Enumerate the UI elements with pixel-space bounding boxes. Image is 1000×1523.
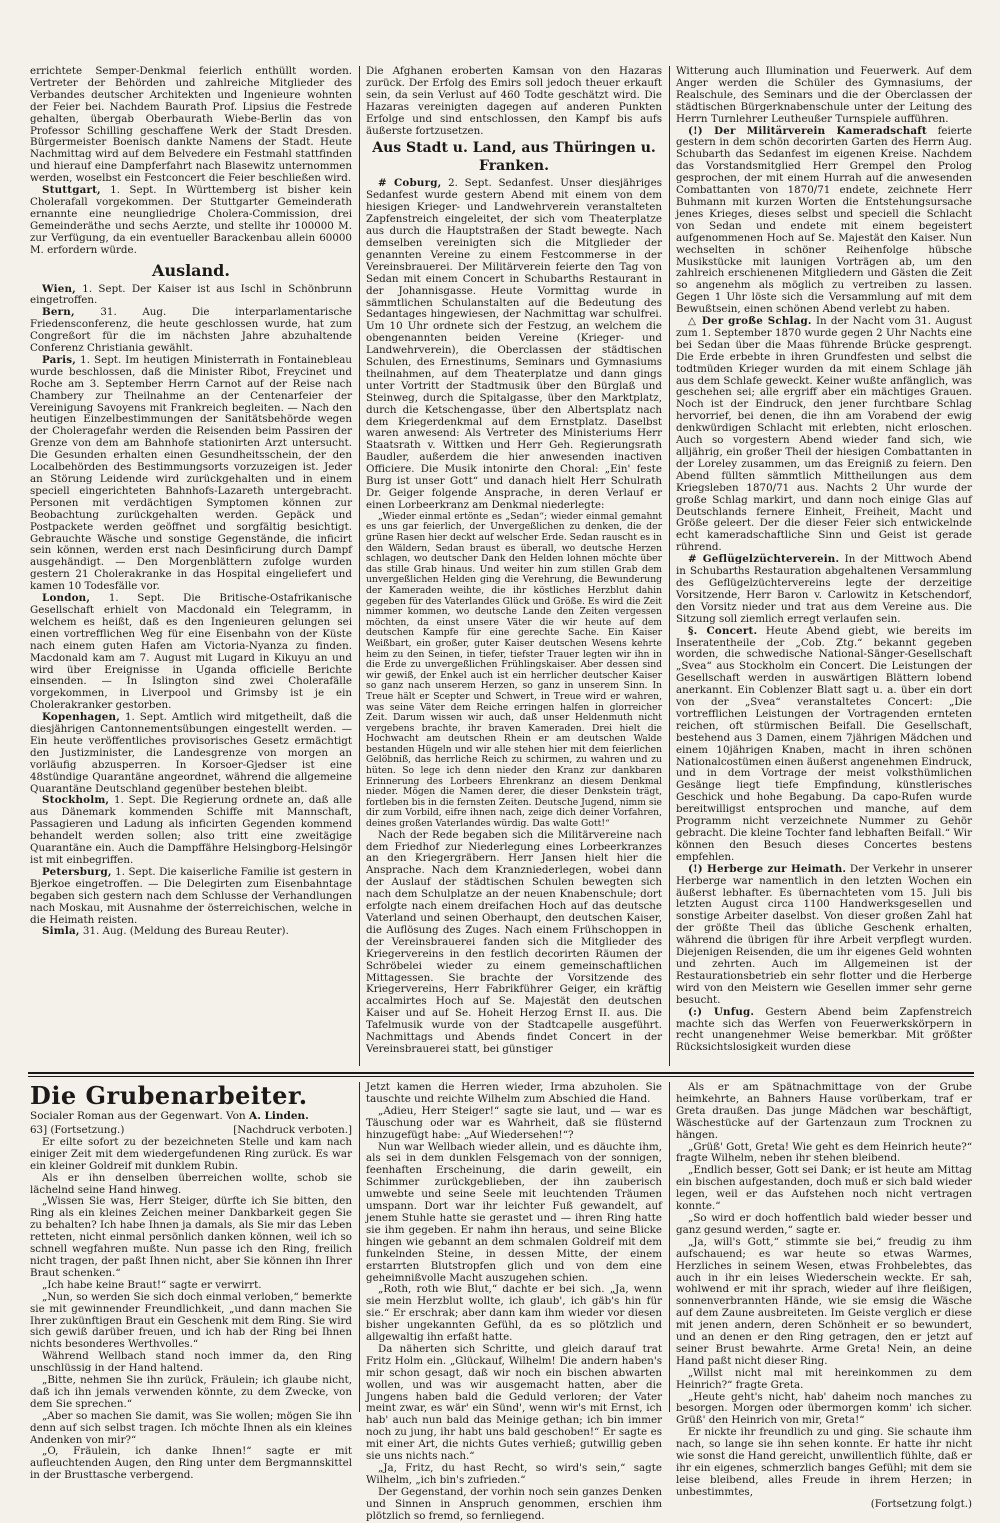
paragraph: „Wissen Sie was, Herr Steiger, dürfte ich Sie bitten, den Ring als ein kleines Zeichen meiner Dankbarkeit gegen Sie zu behalten? Ich habe Ihnen ja damals, als Sie mir das Leben retteten, nicht einmal persönlich danken können, weil ich so schnell wegfahren mußte. Nun passe ich den Ring, freilich nicht tragen, der paßt Ihnen nicht, aber Sie können ihn Ihrer Braut schenken.“ — [30, 1195, 352, 1279]
to-be-continued: (Fortsetzung folgt.) — [870, 1497, 972, 1510]
column-middle — [366, 66, 662, 1068]
news-text: 1. Sept. In Württemberg ist bisher kein Cholerafall vorgekommen. Der Stuttgarter Gemeinderath ernannte eine neungliedrige Cholera-Commission, drei Gemeinderäthe und sechs Aerzte, und stellte ihr 100000 M. zur Verfügung, da ein eventueller Barackenbau allein 60000 M. erfordern würde. — [30, 184, 353, 256]
news-text: Der Verkehr in unserer Herberge war namentlich in den letzten Wochen ein äußerst lebhafter. Es übernachteten vom 15. Juli bis letzten August circa 1100 Handwerksgesellen und sonstige Arbeiter daselbst. Von dieser großen Zahl hat der größte Theil das übliche Geschenk erhalten, während die übrigen für ihre Arbeit verpflegt wurden. Diejenigen Reisenden, die um ihr eigenes Geld wohnten und zehrten. Auch im Allgemeinen ist der Restaurationsbetrieb ein sehr flotter und die Herberge wird von den Meistern wie Gesellen immer sehr gerne besucht. — [676, 862, 972, 1006]
news-text: 31. Aug. Die interparlamentarische Friedensconferenz, die heute geschlossen wurde, hat zum Congreßort für die im nächsten Jahre abzuhaltende Conferenz Christiania gewählt. — [30, 306, 352, 355]
column-right — [676, 66, 972, 1068]
serial-subtitle — [30, 1110, 360, 1122]
news-text: feierte gestern in dem schön decorirten Garten des Herrn Aug. Schubarth das Sedanfest im eigenen Kreise. Nachdem das Vorstandsmitglied Herr Grempel den Prolog gesprochen, der mit einem Hurrah auf die anwesenden Combattanten von 1870/71 endete, zeichnete Herr Buhmann mit kurzen Worten die Entstehungsursache jenes Krieges, dieses selbst und speciell die Schlacht von Sedan und endete mit einem begeistert aufgenommenen Hoch auf Se. Majestät den Kaiser. Nun wechselten in schöner Reihenfolge hübsche Musikstücke mit launigen Vorträgen ab, um den zahlreich erschienenen Mitgliedern und Gästen die Zeit so angenehm als möglich zu vertreiben zu lassen. Gegen 1 Uhr löste sich die Versammlung auf mit dem Bewußtsein, einen schönen Abend verlebt zu haben. — [676, 124, 973, 316]
news-item — [30, 712, 352, 795]
paragraph: „O, Fräulein, ich danke Ihnen!“ sagte er mit aufleuchtenden Augen, den Ring unter dem Bergmannskittel in der Brusttasche verbergend. — [30, 1445, 352, 1482]
dateline: Wien, — [42, 282, 76, 295]
paragraph: „Willst nicht mal mit hereinkommen zu dem Heinrich?“ fragte Greta. — [676, 1366, 972, 1391]
paragraph: Er eilte sofort zu der bezeichneten Stelle und kam nach einiger Zeit mit dem wiedergefundenen Ring zurück. Es war ein kleiner Goldreif mit dunklem Rubin. — [30, 1135, 352, 1172]
news-text: Gestern Abend beim Zapfenstreich machte sich das Werfen von Feuerwerkskörpern in recht unangenehmer Weise bemerkbar. Mit größter Rücksichtslosigkeit wurden diese — [676, 1005, 972, 1054]
news-item — [676, 554, 972, 625]
paragraph: „Ich habe keine Braut!“ sagte er verwirrt. — [42, 1278, 262, 1291]
news-item — [30, 284, 352, 308]
paragraph: „Endlich besser, Gott sei Dank; er ist heute am Mittag ein bischen aufgestanden, doch muß er sich bald wieder legen, weil er das Aufstehen noch nicht vertragen konnte.“ — [676, 1164, 972, 1213]
dateline: Simla, — [42, 925, 80, 938]
dateline: Petersburg, — [42, 865, 112, 878]
news-item — [30, 926, 352, 938]
news-item — [676, 316, 972, 554]
serial-title: Die Grubenarbeiter. — [30, 1081, 308, 1110]
section-heading-ausland: Ausland. — [152, 260, 230, 280]
dateline: Stockholm, — [42, 794, 110, 807]
news-text: 1. Sept. Die kaiserliche Familie ist gestern in Bjerkoe eingetroffen. — Die Delegirten zum Eisenbahntage begaben sich gestern nach dem Schlusse der Verhandlungen nach Moskau, mit Ausnahme der österreichischen, welche in die Heimath reisten. — [30, 865, 352, 926]
dateline: Kopenhagen, — [42, 711, 121, 724]
speech-quote: „Wieder einmal ertönte es „Sedan“; wieder einmal gemahnt es uns gar feierlich, der Unvergeßlichen zu denken, die der grüne Rasen hier deckt auf welscher Erde. Sedan rauscht es in den Wäldern, Sedan braust es überall, wo deutsche Herzen schlagen, wo deutscher Dank den Helden lohnen möchte über das stille Grab hinaus. Und weiter hin zum stillen Grab dem unvergeßlichen Helden ging die Verehrung, die Bewunderung der Kameraden weihte, die ihr köstliches Herzblut dahin gegeben für des Vaterlandes Glück und Größe. Es wird die Zeit nimmer kommen, wo deutsche Lande den Zeiten vergessen möchten, da einst unsere Väter die wir heute auf dem deutschen Kampfe für eine gerechte Sache. Ein Kaiser Weißbart, ein großer, guter Kaiser deutschen Wesens kehrte heim zu den Seinen, in tiefer, tiefster Trauer legten wir ihn in die Erde zu unvergeßlichen Frühlingskaiser. Aber dessen sind wir gewiß, der Enkel auch ist ein herrlicher deutscher Kaiser so ganz nach unserem Herzen, so ganz in unserem Sinn. In Treue hält er Scepter und Schwert, in Treue wird er wahren, was seine Väter dem Reiche erringen halfen in glorreicher Zeit. Darum wissen wir auch, daß unser Heldenmuth nicht vergebens brachte, ihr braven Kameraden. Drei hielt die Hochwacht am deutschen Rhein er am deutschen Walde bestanden Hügeln und wir alle stehen hier mit dem feierlichen Gelöbniß, das herrliche Reich zu schirmen, zu wahren und zu hüten. So lege ich denn nieder den Kranz zur dankbaren Erinnerung des Lorbeers Ehrenkranz an diesem Denkmal nieder. Mögen die Namen derer, die dieser Denkstein trägt, fortleben bis in die fernsten Zeiten. Deutsche Jugend, nimm sie dir zum Vorbild, eifre ihnen nach, zeige dich deiner Vorfahren, deines großen Vaterlandes würdig. Das walte Gott!“ — [366, 510, 662, 830]
news-text: In der Mittwoch Abend in Schubarths Restauration abgehaltenen Versammlung des Geflügelzüchtervereins legte der derzeitige Vorsitzende, Herr Baron v. Carlowitz in Ketschendorf, den Vorsitz nieder und trat aus dem Vereine aus. Die Sitzung soll ziemlich erregt verlaufen sein. — [676, 553, 972, 625]
news-item — [676, 1007, 972, 1055]
section-heading-local: Aus Stadt u. Land, aus Thüringen u. Franken. — [372, 140, 656, 175]
paragraph: „Adieu, Herr Steiger!“ sagte sie laut, und — war es Täuschung oder war es Wahrheit, daß sie flüsternd hinzugefügt habe: „Auf Wiedersehen!“? — [366, 1104, 662, 1141]
news-text: 1. Sept. Im heutigen Ministerrath in Fontainebleau wurde beschlossen, daß die Minister Ribot, Freycinet und Roche am 3. September Herrn Carnot auf der Reise nach Chambery zur Theilnahme an der Centenarfeier der Vereinigung Savoyens mit Frankreich begleiten. — Nach den heutigen Einzelbestimmungen der Sanitätsbehörde wegen der Choleragefahr werden die Reisenden beim Passiren der Grenze von dem am Bahnhofe stationirten Arzt untersucht. Die Gesunden erhalten einen Gesundheitsschein, der den Localbehörden des Bestimmungsorts vorzuzeigen ist. Jeder an Störung Leidende wird zurückgehalten und in einem speciell eingerichteten Bahnhofs-Lazareth untergebracht. Personen mit verdächtigen Symptomen können zur Beobachtung zurückgehalten werden. Gepäck und Postpackete werden geöffnet und sorgfältig besichtigt. Gebrauchte Wäsche und sonstige Gegenstände, die inficirt sein können, werden erst nach Desinficirung durch Dampf ausgehändigt. — Den Morgenblättern zufolge wurden gestern 21 Cholerakranke in das Hospital eingeliefert und kamen 10 Todesfälle vor. — [30, 353, 352, 593]
news-item — [30, 795, 352, 866]
dateline: # Coburg, — [378, 177, 442, 190]
column-divider — [669, 66, 670, 1066]
dateline: Bern, — [42, 306, 75, 319]
paragraph: Nach der Rede begaben sich die Militärvereine nach dem Friedhof zur Niederlegung eines Lorbeerkranzes an den Kriegergräbern. Herr Jansen hielt hier die Ansprache. Nach dem Kranzniederlegen, wobei dann der Auslauf der städtischen Schulen bewegten sich nach dem Schulplatze an der neuen Knabenschule; dort erfolgte nach einem dreifachen Hoch auf das deutsche Vaterland und seinen Oberhaupt, den deutschen Kaiser, die Auflösung des Zuges. Nach einem Frühschoppen in der Vereinsbrauerei fanden sich die Mitglieder des Kriegervereins in den festlich decorirten Räumen der Schröbelei wieder zu einem gemeinschaftlichen Mittagessen. Sie brachte der Vorsitzende des Kriegervereins, Herr Fabrikführer Geiger, ein kräftig accalmirtes Hoch auf Se. Majestät den deutschen Kaiser und auf Se. Hoheit Herzog Ernst II. aus. Die Tafelmusik wurde von der Stadtcapelle ausgeführt. Nachmittags und Abends findet Concert in der Vereinsbrauerei statt, bei günstiger — [366, 828, 662, 1055]
paragraph: „Heute geht's nicht, hab' daheim noch manches zu besorgen. Morgen oder übermorgen komm' ich sicher. Grüß' den Heinrich von mir, Greta!“ — [676, 1390, 972, 1427]
column-left — [30, 66, 352, 1068]
news-item — [30, 355, 352, 593]
dateline: (:) Unfug. — [688, 1005, 755, 1018]
news-text: 1. Sept. Der Kaiser ist aus Ischl in Schönbrunn eingetroffen. — [30, 282, 352, 307]
dateline: London, — [42, 592, 91, 605]
paragraph: „Ja, Fritz, du hast Recht, so wird's sein,“ sagte Wilhelm, „ich bin's zufrieden.“ — [366, 1462, 662, 1486]
paragraph: Er nickte ihr freundlich zu und ging. Sie schaute ihm nach, so lange sie ihn sehen konnte. Er hatte ihr nicht wie sonst die Hand gereicht, unwillentlich fühlte, daß er ihr ein eigenes, schmerzlich banges Gefühl; mit dem sie leise bleibend, alles Freude in ihrem Herzen; in unbestimmtes, — [676, 1426, 972, 1498]
serial-subtitle-text: Socialer Roman aus der Gegenwart. Von — [30, 1110, 246, 1122]
reprint-notice: [Nachdruck verboten.] — [233, 1124, 352, 1136]
news-text: 31. Aug. (Meldung des Bureau Reuter). — [82, 925, 289, 938]
paragraph: Als er ihn denselben überreichen wollte, schob sie lächelnd seine Hand hinweg. — [30, 1171, 352, 1196]
paragraph: „Grüß' Gott, Greta! Wie geht es dem Heinrich heute?“ fragte Wilhelm, neben ihr stehen bleibend. — [676, 1140, 972, 1165]
paragraph: „Bitte, nehmen Sie ihn zurück, Fräulein; ich glaube nicht, daß ich ihn jemals verwenden könnte, zu dem Zwecke, von dem Sie sprechen.“ — [30, 1374, 352, 1410]
news-item — [676, 864, 972, 1007]
column-divider — [359, 66, 360, 1066]
serial-author: A. Linden. — [249, 1110, 309, 1122]
paragraph: „Aber so machen Sie damit, was Sie wollen; mögen Sie ihn denn auf sich selbst tragen. Ich möchte Ihnen als ein kleines Andenken von mir?“ — [30, 1409, 352, 1446]
paragraph: Während Wellbach stand noch immer da, den Ring unschlüssig in der Hand haltend. — [30, 1350, 352, 1375]
paragraph: „Nun, so werden Sie sich doch einmal verloben,“ bemerkte sie mit gewinnender Freundlichkeit, „und dann machen Sie Ihrer zukünftigen Braut ein Geschenk mit dem Ring. Sie wird sich gewiß darüber freuen, und ich hab der Ring bei Ihnen nichts besonderes Werthvolles.“ — [30, 1290, 352, 1351]
news-item — [30, 867, 352, 927]
serial-column-1 — [30, 1124, 352, 1482]
news-text: Heute Abend giebt, wie bereits im Inseratentheile der „Cob. Ztg.“ bekannt gegeben worden, die schwedische National-Sänger-Gesellschaft „Svea“ aus Stockholm ein Concert. Die Leistungen der Gesellschaft werden in auswärtigen Blättern lobend anerkannt. Ein Coblenzer Blatt sagt u. a. über ein dort von der „Svea“ veranstaltetes Concert: „Die vortrefflichen Leistungen der Vortragenden ernteten reichen, oft stürmischen Beifall. Die Gesellschaft, bestehend aus 3 Damen, einem 7jährigen Mädchen und einem 10jährigen Knaben, macht in ihren schönen Nationalcostümen einen äußerst angenehmen Eindruck, und in dem Vortrage der meist volksthümlichen Gesänge liegt tiefe Empfindung, künstlerisches Geschick und hohe Begabung. Da capo-Rufen wurde bereitwilligst entsprochen und manche, auf dem Programm nicht verzeichnete Nummer zu Gehör gebracht. Die kleine Tochter fand lebhaften Beifall.“ Wir können den Besuch dieses Concertes bestens empfehlen. — [676, 624, 972, 863]
dateline: §. Concert. — [688, 624, 758, 637]
paragraph: Jetzt kamen die Herren wieder, Irma abzuholen. Sie tauschte und reichte Wilhelm zum Abschied die Hand. — [366, 1081, 662, 1105]
column-divider — [359, 1082, 360, 1412]
paragraph: „So wird er doch hoffentlich bald wieder besser und ganz gesund werden,“ sagte er. — [676, 1211, 972, 1236]
paragraph: Da näherten sich Schritte, und gleich darauf trat Fritz Holm ein. „Glückauf, Wilhelm! Die andern haben's mir schon gesagt, daß wir noch ein bischen abwarten wollen, und was wir ausgemacht hatten, aber die Jungens haben bald die Geduld verloren; der Vater meint zwar, es wär' ein Sünd', wenn wir's mit Ernst, ich hab' auch nun bald das Meinige gethan; ich bin immer noch zu jung, ihr habt uns bald geschoben!“ Er sagte es mit einer Art, die nichts Gutes verhieß; gutwillig geben sie uns nichts nach.“ — [366, 1342, 662, 1463]
column-divider — [669, 1082, 670, 1412]
news-text: 1. Sept. Die Britische-Ostafrikanische Gesellschaft erhielt von Macdonald ein Telegramm, in welchem es heißt, daß es den Ingenieuren gelungen sei einen vortrefflichen Weg für eine Eisenbahn von der Küste nach einem guten Hafen am Victoria-Nyanza zu finden. Macdonald kam am 7. August mit Lugard in Kikuyu an und wird über Ereignisse in Uganda officielle Berichte einsenden. — In Islington sind zwei Cholerafälle vorgekommen, in Liverpool und Grimsby ist je ein Cholerakranker gestorben. — [30, 592, 352, 712]
news-text: 1. Sept. Die Regierung ordnete an, daß alle aus Dänemark kommenden Schiffe mit Mannschaft, Passagieren und Ladung als inficirten Gegenden kommend behandelt werden sollen; also tritt eine zweitägige Quarantäne ein. Auch die Dampffähre Helsingborg-Helsingör ist mit einbegriffen. — [30, 794, 352, 866]
dateline: (!) Herberge zur Heimath. — [688, 862, 847, 875]
paragraph: Nun war Wellbach wieder allein, und es däuchte ihm, als sei in dem dunklen Felsgemach von der sonnigen, feenhaften Erscheinung, die darin geweilt, ein Schimmer zurückgeblieben, der ihn zauberisch umwebte und seine Seele mit leuchtenden Träumen umspann. Dort war ihr leichter Fuß gewandelt, auf jenem Stuhle hatte sie gerastet und — ihren Ring hatte sie ihm gegeben. Er nahm ihn heraus, und seine Blicke hingen wie gebannt an dem schmalen Goldreif mit dem funkelnden Steine, in dessen Mitte, der einem erstarrten Blutstropfen glich und von dem eine geheimnißvolle Macht auszugehen schien. — [366, 1140, 662, 1284]
paragraph: „Roth, roth wie Blut,“ dachte er bei sich. „Ja, wenn sie mein Herzblut wollte, ich glaub', ich gäb's hin für sie.“ Er erschrak; aber dann kam ihm wieder vor diesen bisher ungekannten Gefühl, da es so plötzlich und allgewaltig ihn erfaßt hatte. — [366, 1283, 662, 1344]
serial-column-3 — [676, 1081, 972, 1510]
news-item — [676, 126, 972, 317]
section-separator — [28, 1076, 974, 1077]
news-text: 2. Sept. Sedanfest. Unser diesjähriges Sedanfest wurde gestern Abend mit einem von dem hiesigen Krieger- und Landwehrverein veranstalteten Zapfenstreich eingeleitet, der sich vom Theaterplatze aus durch die Hauptstraßen der Stadt bewegte. Nach demselben vereinigten sich die Mitglieder der genannten Vereine zu einem Festcommerse in der Vereinsbrauerei. Der Militärverein feierte den Tag von Sedan mit einem Concert in Schubarths Restaurant in der Johannisgasse. Heute Vormittag wurde in sämmtlichen Schulanstalten auf die Bedeutung des Sedantages hingewiesen, der Nachmittag war schulfrei. Um 10 Uhr ordnete sich der Festzug, an welchem die obengenannten beiden Vereine (Krieger- und Landwehrverein), die Oberclassen der städtischen Schulen, des Ernestinums, Seminars und Gymnasiums theilnahmen, auf dem Theaterplatze und dann gings unter Vortritt der Stadtmusik über den Bürglaß und Steinweg, durch die Spitalgasse, über den Marktplatz, durch die Ketschengasse, über den Albertsplatz nach dem Kriegerdenkmal auf dem Ernstplatz. Daselbst waren anwesend: Als Vertreter des Ministeriums Herr Staatsrath v. Wittken und Herr Geh. Regierungsrath Baudler, außerdem die hier anwesenden inactiven Officiere. Die Musik intonirte den Choral: „Ein' feste Burg ist unser Gott“ und danach hielt Herr Schulrath Dr. Geiger folgende Ansprache, in deren Verlauf er einen Lorbeerkranz am Denkmal niederlegte: — [366, 177, 662, 511]
news-item — [676, 626, 972, 864]
section-separator — [28, 1072, 974, 1074]
serial-continuation: (Fortsetzung.) — [50, 1124, 125, 1136]
news-item — [30, 593, 352, 712]
dateline: Stuttgart, — [42, 184, 101, 197]
dateline: # Geflügelzüchterverein. — [688, 553, 840, 566]
serial-number: 63] — [30, 1124, 48, 1136]
paragraph: „Ja, will's Gott,“ stimmte sie bei,“ freudig zu ihm aufschauend; es war heute so etwas Warmes, Herzliches in seinem Wesen, etwas Frohbelebtes, das auch in ihr ein leises Wiederschein weckte. Er sah, wohlwend er mit ihr sprach, wieder auf ihre fleißigen, sonnenverbrannten Hände, wie sie emsig die Wäsche auf dem Zaune ausbreiteten. Im Geiste verglich er diese mit jenen andern, deren Schönheit er so bewundert, und an denen er den Ring getragen, den er jetzt auf seiner Brust bewahrte. Arme Greta! Nein, an deine Hand paßt nicht dieser Ring. — [676, 1235, 972, 1367]
news-text: 1. Sept. Amtlich wird mitgetheilt, daß die diesjährigen Cantonnementsübungen eingestellt werden. — Ein heute veröffentliches provisorisches Gesetz ermächtigt den Justizminister, die Landesgrenze von morgen an vorläufig abzusperren. In Korsoer-Gjedser ist eine 48stündige Quarantäne angeordnet, während die allgemeine Quarantäne Deutschland gegenüber bestehen bleibt. — [30, 711, 352, 795]
news-item — [30, 307, 352, 355]
dateline: Paris, — [42, 353, 77, 366]
paragraph: Der Gegenstand, der vorhin noch sein ganzes Denken und Sinnen in Anspruch genommen, erschien ihm plötzlich so fremd, so fernliegend. — [366, 1485, 662, 1522]
paragraph: Witterung auch Illumination und Feuerwerk. Auf dem Anger werden die Schüler des Gymnasiums, der Realschule, des Seminars und die der Oberclassen der städtischen Bürgerknabenschule unter der Leitung des Herrn Turnlehrer Leutheußer Turnspiele aufführen. — [676, 65, 972, 125]
paragraph: Als er am Spätnachmittage von der Grube heimkehrte, an Bahners Hause vorüberkam, traf er Greta draußen. Das junge Mädchen war beschäftigt, Wäschestücke auf der Gartenzaun zum Trocknen zu hängen. — [676, 1081, 972, 1141]
dateline: (!) Der Militärverein Kameradschaft — [688, 124, 927, 137]
news-item — [30, 185, 352, 256]
paragraph: Die Afghanen eroberten Kamsan von den Hazaras zurück. Der Erfolg des Emirs soll jedoch theuer erkauft sein, da sein Verlust auf 460 Todte geschätzt wird. Die Hazaras vereinigten dagegen auf anderen Punkten Erfolge und sind entschlossen, den Kampf bis aufs äußerste fortzusetzen. — [366, 65, 662, 137]
dateline: △ Der große Schlag. — [688, 315, 812, 328]
paragraph: errichtete Semper-Denkmal feierlich enthüllt worden. Vertreter der Behörden und zahlreiche Mitglieder des Verbandes deutscher Architekten und Ingenieure wohnten der Feier bei. Nachdem Baurath Prof. Lipsius die Festrede gehalten, übergab Oberbaurath Wiebe-Berlin das von Professor Schilling geschaffene Werk der Stadt Dresden. Bürgermeister Boenisch dankte Namens der Stadt. Heute Nachmittag wird auf dem Belvedere ein Festmahl stattfinden und hierauf eine Dampferfahrt nach Blasewitz unternommen werden, woselbst ein Festconcert die Feier beschließen wird. — [30, 65, 352, 185]
news-item — [366, 178, 662, 511]
serial-column-2 — [366, 1081, 662, 1522]
news-text: In der Nacht vom 31. August zum 1. September 1870 wurde gegen 2 Uhr Nachts eine bei Sedan über die Maas führende Brücke gesprengt. Die Erde erbebte in ihren Grundfesten und selbst die todtmüden Krieger wurden da mit einem Schlage jäh aus dem Schlafe geweckt. Keiner wußte anfänglich, was geschehen sei; alle ergriff aber ein mächtiges Grauen. Noch ist der Eindruck, den jener furchtbare Schlag hervorrief, bei denen, die ihn am Vorabend der ewig denkwürdigen Schlacht mit erlebten, nicht erloschen. Auch so vorgestern Abend wieder fand sich, wie alljährig, ein großer Theil der hiesigen Combattanten in der Loreley zusammen, um das Ereigniß zu feiern. Den Abend füllten sämmtlich Mittheilungen aus dem Kriegsleben 1870/71 aus. Nachts 2 Uhr wurde der große Schlag markirt, und dann noch einige Glas auf Deutschlands fernere Einheit, Freiheit, Macht und Größe geleert. Der die dieser Feier sich entwickelnde echt kameradschaftliche Sinn und Geist ist gerade rührend. — [676, 315, 972, 554]
